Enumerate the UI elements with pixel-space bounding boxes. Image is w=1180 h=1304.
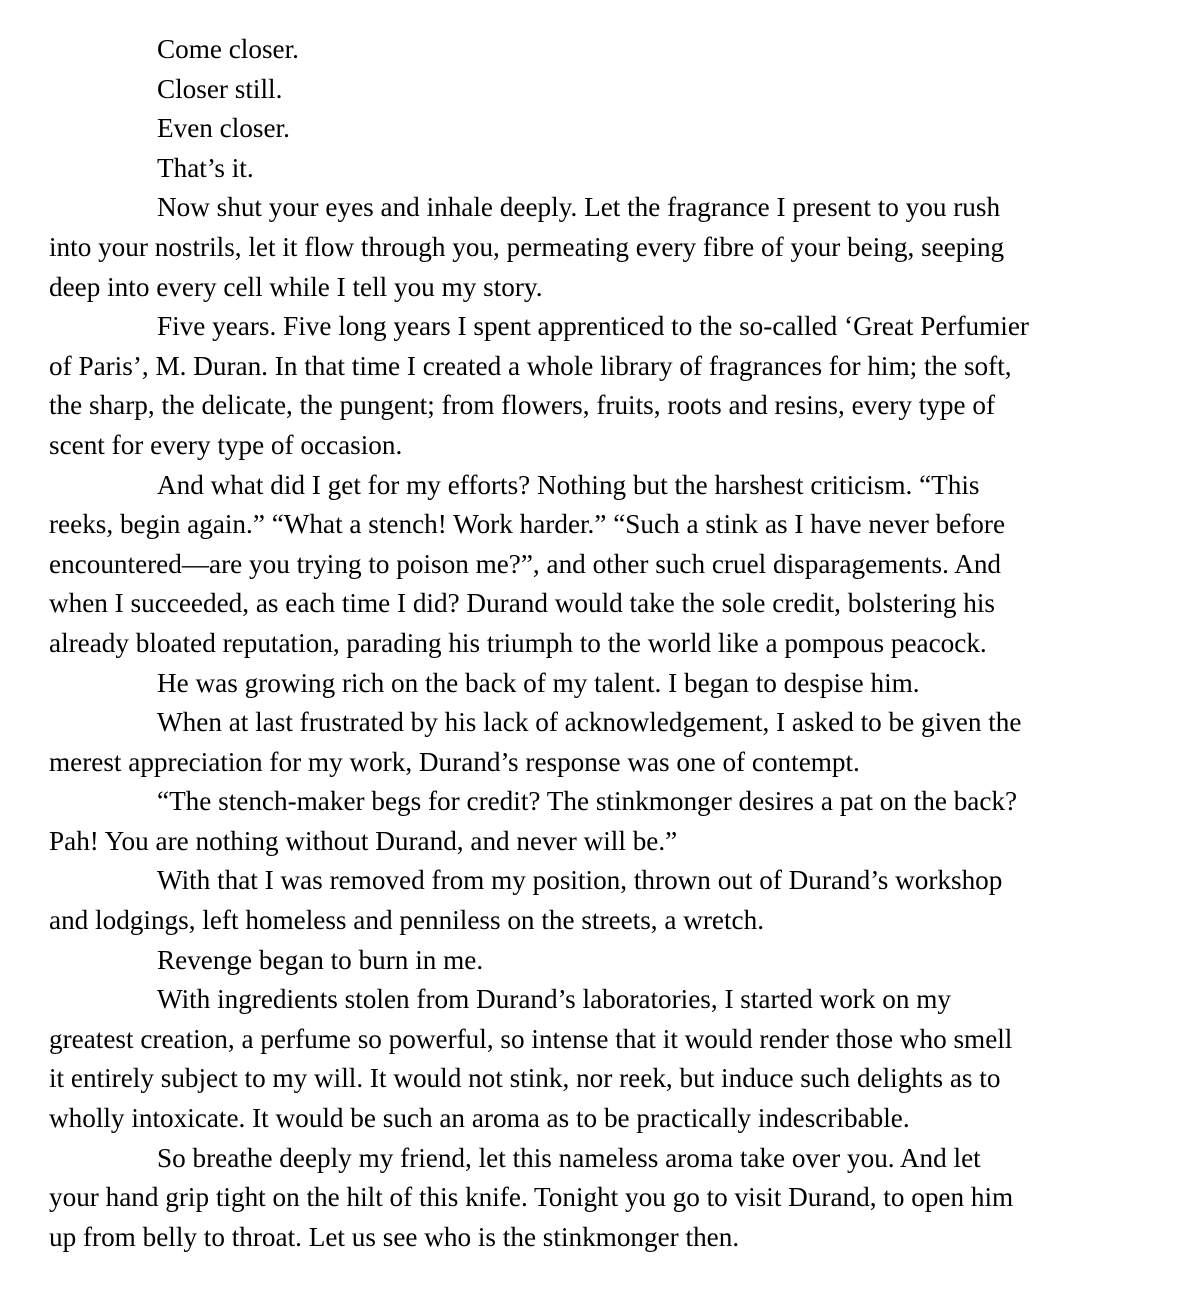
text-line: already bloated reputation, parading his triumph to the world like a pompous peacock. xyxy=(49,627,987,658)
text-line: When at last frustrated by his lack of acknowledgement, I asked to be given the xyxy=(157,707,1022,738)
paragraph xyxy=(49,307,1129,465)
paragraph xyxy=(49,70,1129,110)
text-line: wholly intoxicate. It would be such an aroma as to be practically indescribable. xyxy=(49,1103,910,1134)
text-line: Come closer. xyxy=(157,34,299,64)
text-line: encountered—are you trying to poison me?”, and other such cruel disparagements. And xyxy=(49,548,1002,579)
text-line: That’s it. xyxy=(157,152,254,183)
paragraph xyxy=(49,30,1129,70)
text-line: Now shut your eyes and inhale deeply. Let the fragrance I present to you rush xyxy=(157,192,1001,223)
text-line: So breathe deeply my friend, let this nameless aroma take over you. And let xyxy=(157,1142,981,1173)
text-line: reeks, begin again.” “What a stench! Work harder.” “Such a stink as I have never before xyxy=(49,509,1006,540)
text-line: your hand grip tight on the hilt of this knife. Tonight you go to visit Durand, to open him xyxy=(49,1182,1014,1213)
text-line: Pah! You are nothing without Durand, and never will be.” xyxy=(49,825,678,856)
paragraph xyxy=(49,861,1129,940)
text-line: into your nostrils, let it flow through you, permeating every fibre of your being, seeping xyxy=(49,231,1005,262)
paragraph xyxy=(49,1139,1129,1258)
text-line: “The stench-maker begs for credit? The stinkmonger desires a pat on the back? xyxy=(157,786,1018,817)
text-line: greatest creation, a perfume so powerful, so intense that it would render those who smell xyxy=(49,1023,1013,1054)
text-line: And what did I get for my efforts? Nothing but the harshest criticism. “This xyxy=(157,469,980,500)
text-line: up from belly to throat. Let us see who is the stinkmonger then. xyxy=(49,1221,740,1252)
paragraph xyxy=(49,188,1129,307)
text-line: when I succeeded, as each time I did? Durand would take the sole credit, bolstering his xyxy=(49,588,995,619)
paragraph xyxy=(49,703,1129,782)
text-line: Even closer. xyxy=(157,113,290,144)
paragraph xyxy=(49,664,1129,704)
text-line: the sharp, the delicate, the pungent; from flowers, fruits, roots and resins, every type of xyxy=(49,390,996,421)
text-line: and lodgings, left homeless and penniless on the streets, a wretch. xyxy=(49,905,765,936)
text-line: Closer still. xyxy=(157,73,283,104)
paragraph xyxy=(49,109,1129,149)
paragraph xyxy=(49,941,1129,981)
text-line: With that I was removed from my position, thrown out of Durand’s workshop xyxy=(157,865,1003,896)
document-body xyxy=(49,30,1129,1257)
text-line: He was growing rich on the back of my talent. I began to despise him. xyxy=(157,667,920,698)
text-line: Five years. Five long years I spent apprenticed to the so-called ‘Great Perfumier xyxy=(157,311,1029,342)
paragraph xyxy=(49,980,1129,1138)
paragraph xyxy=(49,149,1129,189)
text-line: of Paris’, M. Duran. In that time I created a whole library of fragrances for him; the soft, xyxy=(49,350,1012,381)
text-line: it entirely subject to my will. It would not stink, nor reek, but induce such delights as to xyxy=(49,1063,1001,1094)
text-line: With ingredients stolen from Durand’s laboratories, I started work on my xyxy=(157,984,951,1015)
text-line: merest appreciation for my work, Durand’s response was one of contempt. xyxy=(49,746,860,777)
text-line: deep into every cell while I tell you my story. xyxy=(49,271,543,302)
paragraph xyxy=(49,782,1129,861)
text-line: Revenge began to burn in me. xyxy=(157,944,484,975)
paragraph xyxy=(49,466,1129,664)
text-line: scent for every type of occasion. xyxy=(49,429,403,460)
